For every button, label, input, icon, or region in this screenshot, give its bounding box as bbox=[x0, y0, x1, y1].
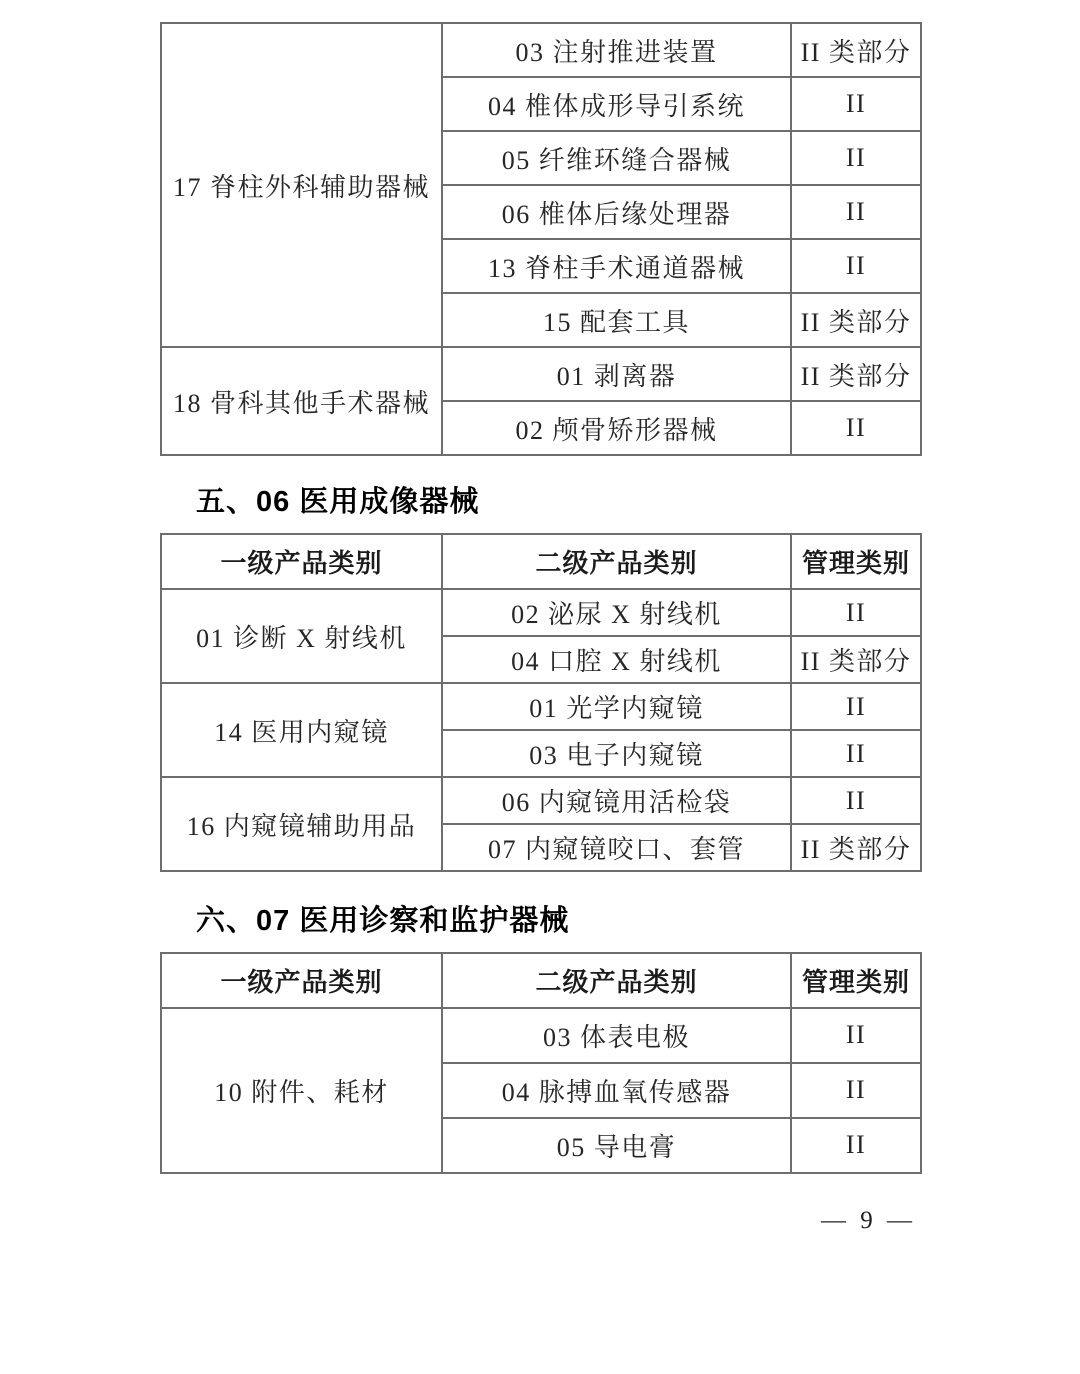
primary-category-cell: 14 医用内窥镜 bbox=[161, 683, 442, 777]
secondary-category-cell: 02 泌尿 X 射线机 bbox=[442, 589, 791, 636]
management-class-cell: II 类部分 bbox=[791, 824, 921, 871]
section-heading-medical-imaging: 五、06 医用成像器械 bbox=[196, 486, 480, 518]
secondary-category-cell: 06 椎体后缘处理器 bbox=[442, 185, 791, 239]
management-class-cell: II 类部分 bbox=[791, 23, 921, 77]
table-row bbox=[161, 589, 921, 636]
secondary-category-cell: 15 配套工具 bbox=[442, 293, 791, 347]
secondary-category-cell: 04 口腔 X 射线机 bbox=[442, 636, 791, 683]
secondary-category-cell: 05 纤维环缝合器械 bbox=[442, 131, 791, 185]
table-row bbox=[161, 347, 921, 401]
column-header-primary-category: 一级产品类别 bbox=[161, 953, 442, 1008]
secondary-category-cell: 13 脊柱手术通道器械 bbox=[442, 239, 791, 293]
secondary-category-cell: 04 椎体成形导引系统 bbox=[442, 77, 791, 131]
management-class-cell: II 类部分 bbox=[791, 636, 921, 683]
secondary-category-cell: 04 脉搏血氧传感器 bbox=[442, 1063, 791, 1118]
management-class-cell: II bbox=[791, 239, 921, 293]
primary-category-cell: 17 脊柱外科辅助器械 bbox=[161, 23, 442, 347]
management-class-cell: II bbox=[791, 730, 921, 777]
column-header-primary-category: 一级产品类别 bbox=[161, 534, 442, 589]
secondary-category-cell: 03 体表电极 bbox=[442, 1008, 791, 1063]
column-header-secondary-category: 二级产品类别 bbox=[442, 953, 791, 1008]
table-row bbox=[161, 777, 921, 824]
management-class-cell: II 类部分 bbox=[791, 347, 921, 401]
management-class-cell: II bbox=[791, 401, 921, 455]
examination-monitoring-table bbox=[160, 952, 922, 1174]
medical-imaging-table bbox=[160, 533, 922, 872]
secondary-category-cell: 02 颅骨矫形器械 bbox=[442, 401, 791, 455]
table-header-row bbox=[161, 953, 921, 1008]
primary-category-cell: 01 诊断 X 射线机 bbox=[161, 589, 442, 683]
management-class-cell: II bbox=[791, 777, 921, 824]
management-class-cell: II bbox=[791, 683, 921, 730]
column-header-management-class: 管理类别 bbox=[791, 534, 921, 589]
management-class-cell: II bbox=[791, 131, 921, 185]
management-class-cell: II bbox=[791, 1008, 921, 1063]
column-header-management-class: 管理类别 bbox=[791, 953, 921, 1008]
primary-category-cell: 16 内窥镜辅助用品 bbox=[161, 777, 442, 871]
column-header-secondary-category: 二级产品类别 bbox=[442, 534, 791, 589]
primary-category-cell: 18 骨科其他手术器械 bbox=[161, 347, 442, 455]
table-header-row bbox=[161, 534, 921, 589]
management-class-cell: II bbox=[791, 77, 921, 131]
page-number: — 9 — bbox=[821, 1206, 916, 1234]
secondary-category-cell: 01 剥离器 bbox=[442, 347, 791, 401]
management-class-cell: II bbox=[791, 185, 921, 239]
management-class-cell: II bbox=[791, 1063, 921, 1118]
table-row bbox=[161, 1008, 921, 1063]
secondary-category-cell: 03 注射推进装置 bbox=[442, 23, 791, 77]
secondary-category-cell: 05 导电膏 bbox=[442, 1118, 791, 1173]
management-class-cell: II bbox=[791, 589, 921, 636]
primary-category-cell: 10 附件、耗材 bbox=[161, 1008, 442, 1173]
secondary-category-cell: 01 光学内窥镜 bbox=[442, 683, 791, 730]
secondary-category-cell: 03 电子内窥镜 bbox=[442, 730, 791, 777]
management-class-cell: II bbox=[791, 1118, 921, 1173]
table-row bbox=[161, 23, 921, 77]
orthopedic-devices-table-continued bbox=[160, 22, 922, 456]
secondary-category-cell: 06 内窥镜用活检袋 bbox=[442, 777, 791, 824]
secondary-category-cell: 07 内窥镜咬口、套管 bbox=[442, 824, 791, 871]
section-heading-examination-monitoring: 六、07 医用诊察和监护器械 bbox=[196, 905, 570, 938]
management-class-cell: II 类部分 bbox=[791, 293, 921, 347]
table-row bbox=[161, 683, 921, 730]
